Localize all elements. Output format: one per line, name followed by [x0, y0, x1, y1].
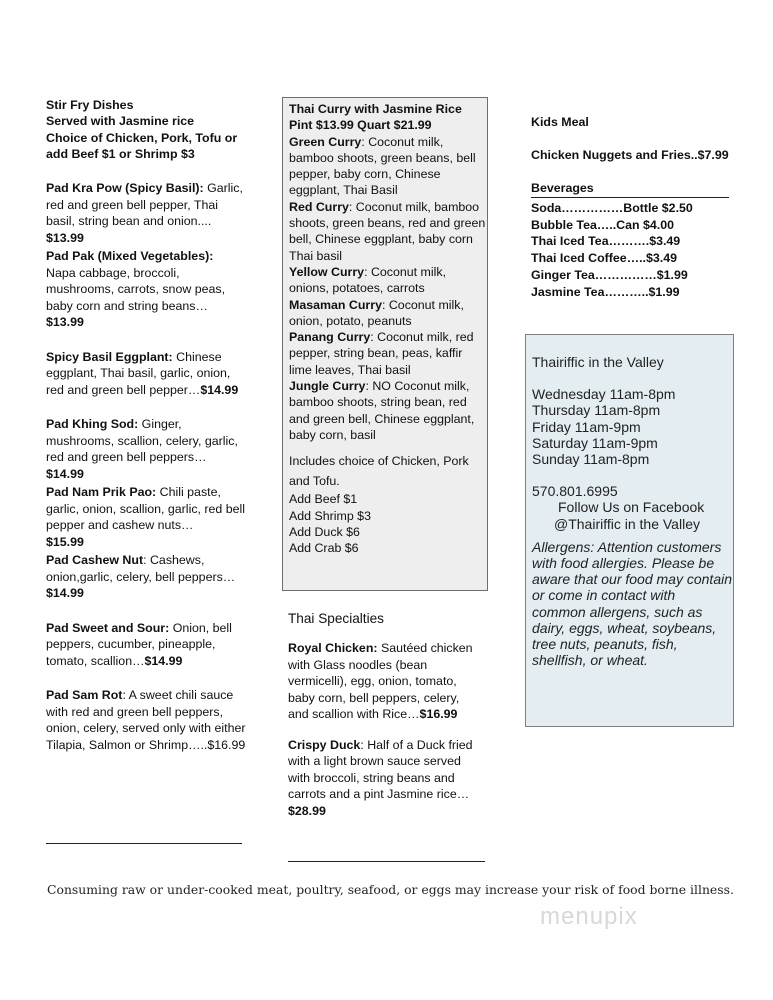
- item-name: Pad Sam Rot: [46, 688, 123, 703]
- beverage-item: Thai Iced Tea……….$3.49: [531, 234, 681, 249]
- stir-fry-title: Stir Fry Dishes: [46, 98, 134, 112]
- curry-title: Thai Curry with Jasmine Rice: [289, 102, 462, 116]
- curry-addon: Add Shrimp $3: [289, 508, 371, 523]
- kids-item: Chicken Nuggets and Fries..$7.99: [531, 148, 729, 163]
- hours-row: Thursday 11am-8pm: [532, 402, 661, 419]
- curry-includes: Includes choice of Chicken, Pork and Tofu.: [289, 454, 469, 488]
- item-name: Masaman Curry: [289, 297, 382, 312]
- stir-fry-section: [46, 97, 246, 753]
- menu-item: [46, 687, 246, 753]
- allergen-notice: Allergens: Attention customers with food allergies. Please be aware that our food may contain or come in contact with common allergens, such as dairy, eggs, wheat, soybeans, tree nuts, peanuts, fish, shellfish, or wheat.: [532, 538, 733, 669]
- stir-fry-choice: Choice of Chicken, Pork, Tofu or: [46, 130, 238, 145]
- facebook-handle: @Thairiffic in the Valley: [554, 515, 700, 532]
- item-desc: : Coconut milk, bamboo shoots, green beans, bell pepper, baby corn, Chinese eggplant, Thai Basil: [289, 134, 476, 198]
- item-desc: Garlic, red and green bell pepper, Thai basil, string bean and onion....: [46, 181, 243, 229]
- divider: [288, 861, 485, 862]
- beverage-item: Jasmine Tea………..$1.99: [531, 285, 680, 300]
- item-desc: Onion, bell peppers, cucumber, pineapple, tomato, scallion…: [46, 620, 232, 668]
- curry-section: [282, 97, 488, 591]
- item-price: $14.99: [144, 653, 183, 668]
- item-name: Spicy Basil Eggplant:: [46, 349, 173, 364]
- item-desc: : Coconut milk, bamboo shoots, green beans, red and green bell, Chinese eggplant, baby corn Thai basil: [289, 199, 486, 263]
- stir-fry-subtitle: Served with Jasmine rice: [46, 114, 195, 129]
- item-price: $14.99: [46, 586, 84, 601]
- item-price: $13.99: [46, 315, 84, 330]
- food-safety-disclaimer: Consuming raw or under-cooked meat, poultry, seafood, or eggs may increase your risk of food borne illness.: [47, 882, 734, 897]
- menu-item: [46, 416, 246, 482]
- kids-title: Kids Meal: [531, 115, 589, 129]
- menu-item: [46, 180, 246, 246]
- item-name: Crispy Duck: [288, 737, 361, 752]
- curry-item: [289, 134, 487, 199]
- item-name: Pad Sweet and Sour:: [46, 620, 170, 635]
- hours-row: Wednesday 11am-8pm: [532, 386, 676, 403]
- curry-addon: Add Beef $1: [289, 492, 358, 507]
- hours-row: Saturday 11am-9pm: [532, 434, 658, 451]
- item-price: $15.99: [46, 534, 84, 549]
- item-price: $28.99: [288, 803, 326, 818]
- item-desc: : Coconut milk, onion, potato, peanuts: [289, 297, 464, 328]
- menu-item: [46, 484, 246, 550]
- item-price: $14.99: [200, 382, 239, 397]
- item-name: Red Curry: [289, 199, 349, 214]
- item-desc: : Coconut milk, onions, potatoes, carrots: [289, 264, 447, 296]
- hours-row: Sunday 11am-8pm: [532, 451, 650, 468]
- specialty-item: [288, 737, 478, 820]
- item-name: Panang Curry: [289, 330, 371, 345]
- curry-item: [289, 329, 487, 378]
- menu-item: [46, 552, 246, 602]
- stir-fry-addons: add Beef $1 or Shrimp $3: [46, 146, 195, 161]
- item-price: $13.99: [46, 230, 84, 245]
- beverage-item: Bubble Tea…..Can $4.00: [531, 217, 674, 232]
- item-desc: : Cashews, onion,garlic, celery, bell peppers…: [46, 553, 236, 584]
- curry-item: [289, 199, 487, 264]
- item-name: Pad Kra Pow (Spicy Basil):: [46, 181, 204, 196]
- restaurant-name: Thairiffic in the Valley: [532, 354, 664, 370]
- item-name: Green Curry: [289, 134, 362, 149]
- item-desc: Chinese eggplant, Thai basil, garlic, onion, red and green bell pepper…: [46, 349, 231, 397]
- specialties-title: Thai Specialties: [288, 611, 384, 626]
- item-name: Yellow Curry: [289, 264, 365, 279]
- menu-item: [46, 349, 246, 399]
- hours-row: Friday 11am-9pm: [532, 418, 641, 435]
- kids-beverages-section: [531, 114, 729, 301]
- stir-fry-header: [46, 97, 246, 162]
- info-box: [525, 334, 734, 727]
- item-name: Jungle Curry: [289, 379, 366, 394]
- item-desc: Sautéed chicken with Glass noodles (bean vermicelli), egg, onion, tomato, baby corn, bell peppers, celery, and scallion with Rice…: [288, 641, 473, 721]
- item-price: $16.99: [419, 707, 458, 721]
- item-price: $14.99: [46, 466, 84, 481]
- item-desc: : NO Coconut milk, bamboo shoots, string bean, red and green bell, Chinese eggplant, baby corn, basil: [289, 379, 475, 442]
- item-desc: Chili paste, garlic, onion, scallion, garlic, red bell pepper and cashew nuts…: [46, 485, 246, 533]
- facebook-text: Follow Us on Facebook: [558, 499, 705, 516]
- item-desc: : A sweet chili sauce with red and green bell peppers, onion, celery, served only with either Tilapia, Salmon or Shrimp…..: [46, 688, 246, 752]
- item-name: Pad Pak (Mixed Vegetables):: [46, 249, 214, 264]
- item-desc: : Half of a Duck fried with a light brown sauce served with broccoli, string beans and carrots and a pint Jasmine rice…: [288, 737, 473, 801]
- menu-item: [46, 620, 246, 670]
- beverage-item: Thai Iced Coffee…..$3.49: [531, 251, 677, 266]
- item-name: Pad Nam Prik Pao:: [46, 485, 157, 500]
- curry-item: [289, 264, 487, 297]
- specialty-item: [288, 640, 478, 723]
- curry-item: [289, 297, 487, 330]
- curry-addon: Add Crab $6: [289, 541, 359, 556]
- phone-number: 570.801.6995: [532, 483, 618, 500]
- divider: [46, 843, 242, 844]
- item-desc: : Coconut milk, red pepper, string bean, peas, kaffir lime leaves, Thai basil: [289, 330, 474, 377]
- item-name: Pad Cashew Nut: [46, 553, 144, 568]
- watermark: menupix: [540, 903, 638, 930]
- specialties-section: [288, 611, 478, 833]
- item-name: Pad Khing Sod:: [46, 417, 139, 432]
- item-desc: Napa cabbage, broccoli, mushrooms, carrots, snow peas, baby corn and string beans…: [46, 265, 226, 313]
- curry-addon: Add Duck $6: [289, 524, 360, 539]
- item-desc: Ginger, mushrooms, scallion, celery, garlic, red and green bell peppers…: [46, 417, 238, 465]
- item-name: Royal Chicken:: [288, 641, 378, 655]
- curry-item: [289, 378, 487, 443]
- item-price: $16.99: [207, 737, 246, 752]
- beverage-item: Soda……………Bottle $2.50: [531, 200, 693, 215]
- menu-item: [46, 248, 246, 331]
- beverage-item: Ginger Tea……………$1.99: [531, 268, 688, 283]
- curry-prices: Pint $13.99 Quart $21.99: [289, 118, 432, 133]
- beverages-title: Beverages: [531, 181, 729, 198]
